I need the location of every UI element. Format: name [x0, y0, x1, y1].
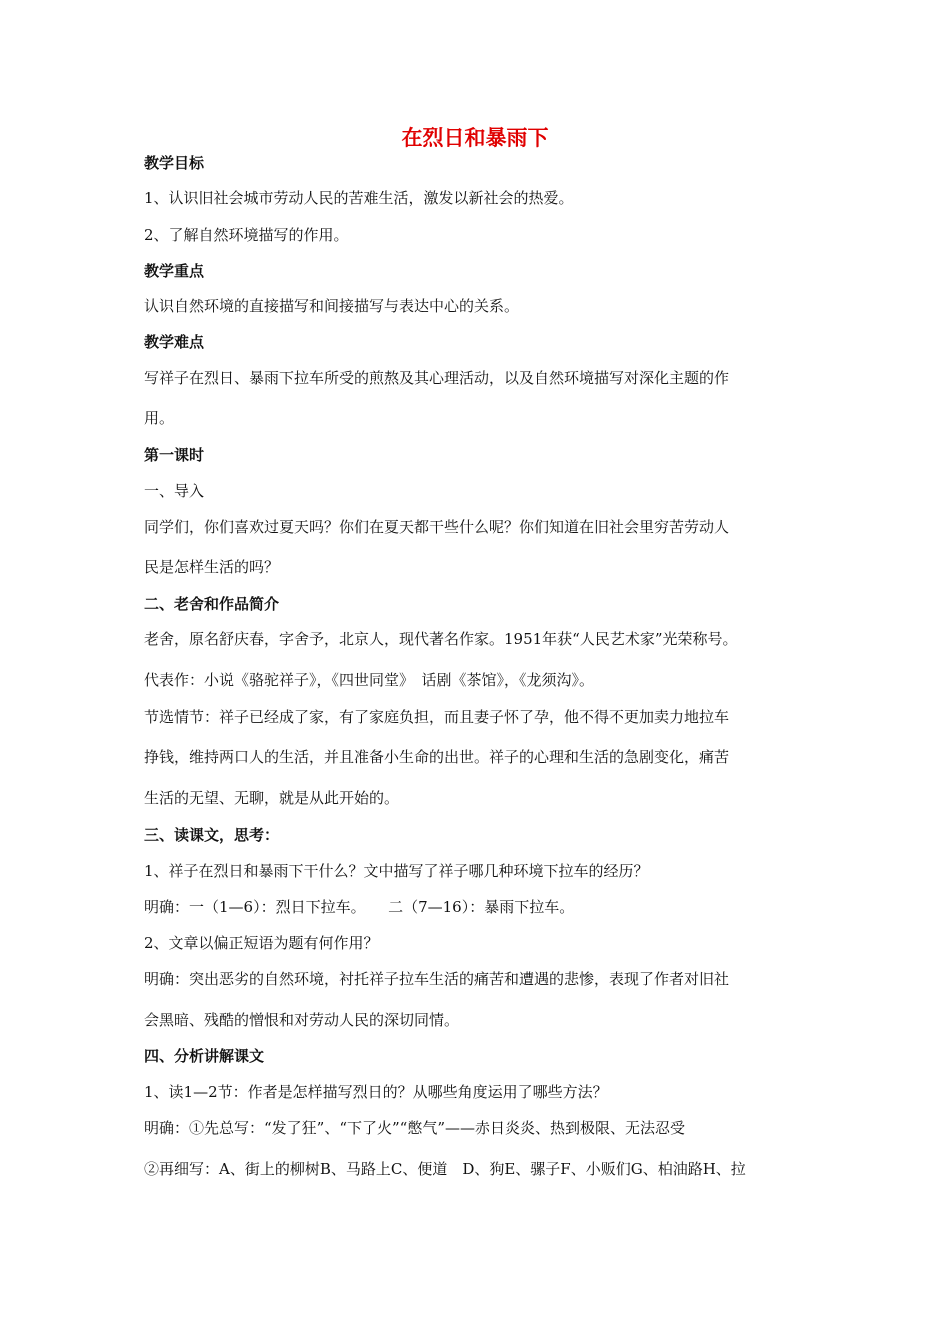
author-text: 老舍，原名舒庆春，字舍予，北京人，现代著名作家。1951年获“人民艺术家”光荣称号。: [144, 630, 738, 648]
goal-2: 2、了解自然环境描写的作用。: [144, 226, 349, 244]
works-text: 代表作：小说《骆驼祥子》，《四世同堂》 话剧《茶馆》，《龙须沟》。: [144, 671, 595, 689]
heading-difficulties: 教学难点: [144, 333, 205, 351]
analysis-answer-line-2: ②再细写：A、街上的柳树B、马路上C、便道 D、狗E、骡子F、小贩们G、柏油路H、拉: [144, 1160, 746, 1178]
plot-text-line-1: 节选情节：祥子已经成了家，有了家庭负担，而且妻子怀了孕，他不得不更加卖力地拉车: [144, 708, 730, 726]
question-2: 2、文章以偏正短语为题有何作用？: [144, 934, 379, 952]
difficulty-text-line-2: 用。: [144, 409, 175, 427]
question-1: 1、祥子在烈日和暴雨下干什么？文中描写了祥子哪几种环境下拉车的经历？: [144, 862, 649, 880]
analysis-question-1: 1、读1—2节：作者是怎样描写烈日的？从哪些角度运用了哪些方法？: [144, 1083, 608, 1101]
difficulty-text-line-1: 写祥子在烈日、暴雨下拉车所受的煎熬及其心理活动，以及自然环境描写对深化主题的作: [144, 369, 730, 387]
heading-analysis: 四、分析讲解课文: [144, 1047, 265, 1065]
section-intro-heading: 一、导入: [144, 482, 205, 500]
heading-teaching-goals: 教学目标: [144, 154, 205, 172]
analysis-answer-line-1: 明确：①先总写：“发了狂”、“下了火”“憋气”——赤日炎炎、热到极限、无法忍受: [144, 1119, 686, 1137]
heading-read-think: 三、读课文，思考：: [144, 826, 280, 844]
intro-text-line-2: 民是怎样生活的吗？: [144, 558, 280, 576]
document-title: 在烈日和暴雨下: [401, 126, 549, 150]
goal-1: 1、认识旧社会城市劳动人民的苦难生活，激发以新社会的热爱。: [144, 189, 574, 207]
answer-2-line-1: 明确：突出恶劣的自然环境，衬托祥子拉车生活的痛苦和遭遇的悲惨，表现了作者对旧社: [144, 970, 730, 988]
intro-text-line-1: 同学们，你们喜欢过夏天吗？你们在夏天都干些什么呢？你们知道在旧社会里穷苦劳动人: [144, 518, 730, 536]
plot-text-line-2: 挣钱，维持两口人的生活，并且准备小生命的出世。祥子的心理和生活的急剧变化，痛苦: [144, 748, 730, 766]
heading-key-points: 教学重点: [144, 262, 205, 280]
key-point-text: 认识自然环境的直接描写和间接描写与表达中心的关系。: [144, 297, 520, 315]
heading-first-lesson: 第一课时: [144, 446, 205, 464]
answer-1: 明确：一（1—6）：烈日下拉车。 二（7—16）：暴雨下拉车。: [144, 898, 575, 916]
plot-text-line-3: 生活的无望、无聊，就是从此开始的。: [144, 789, 400, 807]
answer-2-line-2: 会黑暗、残酷的憎恨和对劳动人民的深切同情。: [144, 1011, 460, 1029]
heading-author-intro: 二、老舍和作品简介: [144, 595, 280, 613]
